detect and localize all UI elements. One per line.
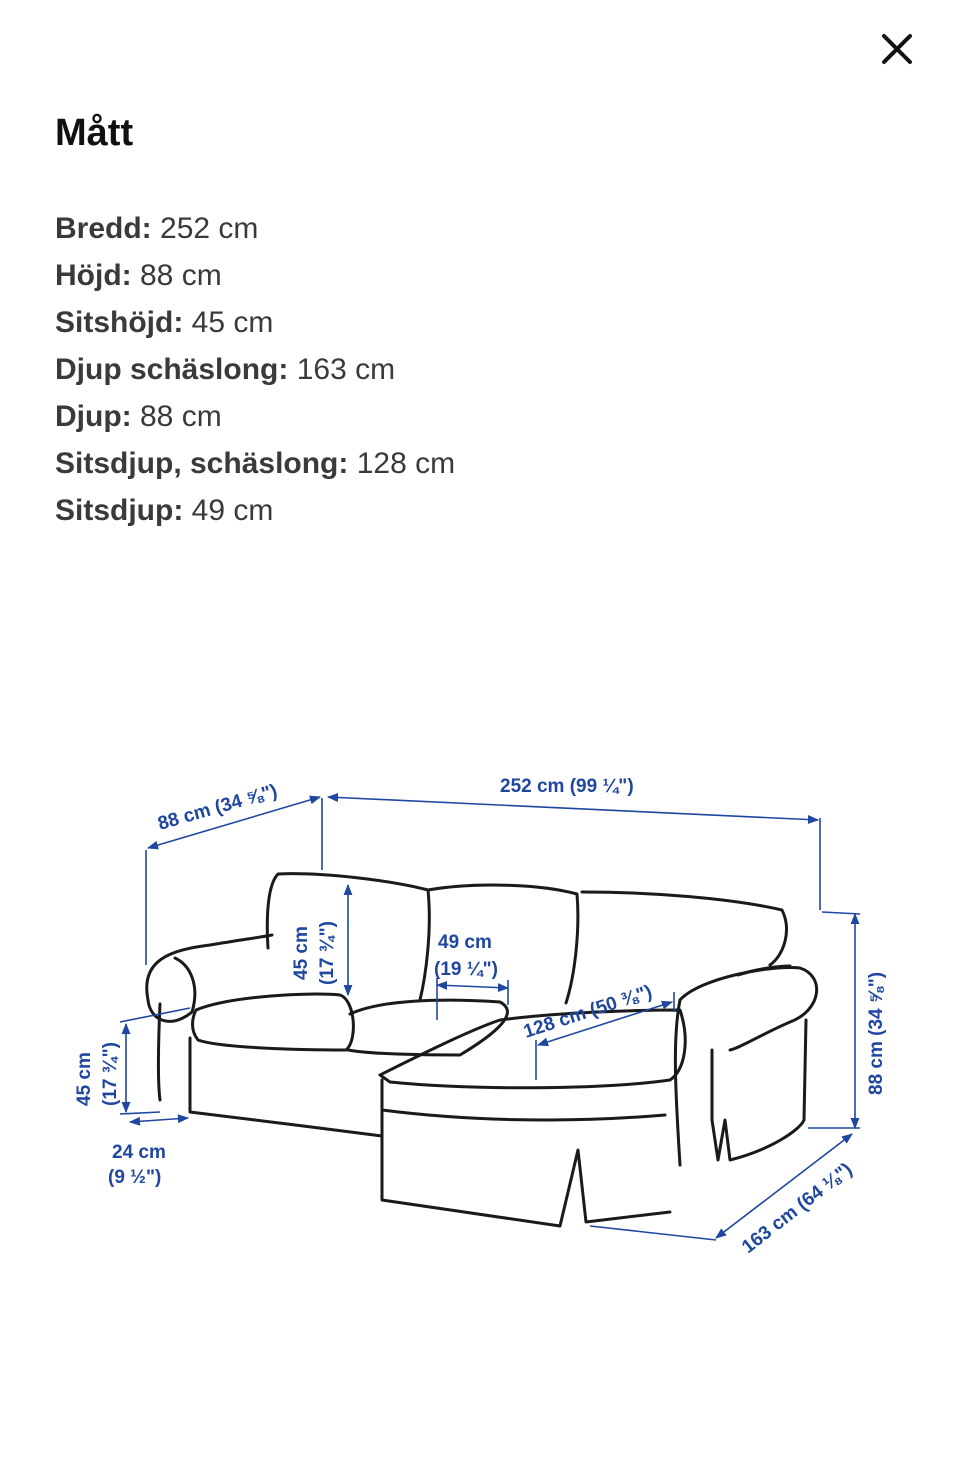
spec-value: 45 cm xyxy=(191,306,274,339)
dimension-lines xyxy=(120,797,860,1240)
spec-seat-depth xyxy=(55,487,455,534)
dim-chaise-seat-depth-label: 128 cm (50 ⅜") xyxy=(521,981,655,1043)
spec-chaise-depth xyxy=(55,346,455,393)
dimension-labels xyxy=(74,776,887,1258)
spec-seat-height xyxy=(55,299,455,346)
dim-width-label: 252 cm (99 ¼") xyxy=(500,776,634,797)
spec-label: Sitsdjup, schäslong: xyxy=(55,447,349,480)
close-button[interactable] xyxy=(872,26,922,72)
dim-seat-height-inch-label: (17 ¾") xyxy=(100,1042,121,1106)
dim-chaise-depth-label: 163 cm (64 ⅛") xyxy=(738,1159,857,1258)
dim-seat-depth-label: 49 cm xyxy=(438,932,492,953)
spec-depth xyxy=(55,393,455,440)
dim-back-height-label: 45 cm xyxy=(291,926,312,980)
spec-value: 163 cm xyxy=(296,353,396,386)
spec-label: Sitsdjup: xyxy=(55,494,184,527)
spec-value: 88 cm xyxy=(139,400,222,433)
spec-value: 128 cm xyxy=(356,447,456,480)
spec-width xyxy=(55,205,455,252)
sofa-outline xyxy=(147,874,817,1226)
spec-chaise-seat-depth xyxy=(55,440,455,487)
page-title: Mått xyxy=(55,112,134,154)
spec-label: Sitshöjd: xyxy=(55,306,184,339)
spec-label: Djup: xyxy=(55,400,132,433)
spec-value: 88 cm xyxy=(139,259,222,292)
dim-seat-depth-inch-label: (19 ¼") xyxy=(434,959,498,980)
spec-label: Bredd: xyxy=(55,212,152,245)
spec-value: 252 cm xyxy=(160,212,259,245)
dimension-list xyxy=(55,205,455,534)
spec-value: 49 cm xyxy=(191,494,274,527)
dim-height-label: 88 cm (34 ⅝") xyxy=(866,971,887,1095)
dim-leg-label: 24 cm xyxy=(112,1142,166,1163)
spec-height xyxy=(55,252,455,299)
sofa-dimension-diagram xyxy=(0,740,960,1300)
close-icon xyxy=(880,32,914,66)
dim-depth-label: 88 cm (34 ⅝") xyxy=(155,780,280,835)
dim-back-height-inch-label: (17 ¾") xyxy=(317,921,338,985)
spec-label: Höjd: xyxy=(55,259,132,292)
dim-leg-inch-label: (9 ½") xyxy=(108,1167,162,1188)
dim-seat-height-label: 45 cm xyxy=(74,1052,95,1106)
spec-label: Djup schäslong: xyxy=(55,353,289,386)
